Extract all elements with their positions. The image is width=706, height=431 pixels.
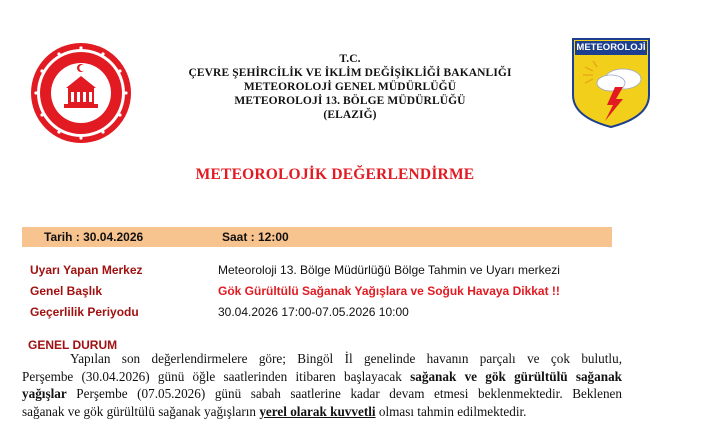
header-regional: METEOROLOJİ 13. BÖLGE MÜDÜRLÜĞÜ	[234, 95, 466, 107]
date-time-bar	[22, 227, 612, 247]
document-title: METEOROLOJİK DEĞERLENDİRME	[195, 166, 475, 183]
para-line-2: Perşembe (30.04.2026) günü öğle saatlerinden itibaren başlayacak sağanak ve gök gürültülü sağanak	[22, 368, 623, 384]
validity-label: Geçerlilik Periyodu	[30, 305, 139, 319]
para-line-3: yağışlar Perşembe (07.05.2026) günü sabah saatlerine kadar devam etmesi beklenmektedir. Beklenen	[22, 386, 622, 401]
issue-time: Saat : 12:00	[222, 230, 289, 244]
section-title: GENEL DURUM	[28, 338, 118, 352]
issuer-value: Meteoroloji 13. Bölge Müdürlüğü Bölge Tahmin ve Uyarı merkezi	[218, 263, 560, 277]
header-ministry: ÇEVRE ŞEHİRCİLİK VE İKLİM DEĞİŞİKLİĞİ BAKANLIĞI	[188, 67, 512, 79]
issue-date: Tarih : 30.04.2026	[44, 230, 144, 244]
subject-label: Genel Başlık	[30, 284, 103, 298]
header-tc: T.C.	[339, 53, 361, 65]
header-directorate: METEOROLOJİ GENEL MÜDÜRLÜĞÜ	[243, 81, 457, 93]
situation-paragraph	[22, 350, 622, 420]
validity-value: 30.04.2026 17:00-07.05.2026 10:00	[218, 305, 409, 319]
header-city: (ELAZIĞ)	[323, 109, 377, 121]
para-line-1: Yapılan son değerlendirmelere göre; Bingöl İl genelinde havanın parçalı ve çok bulutlu,	[70, 351, 622, 366]
para-line-4: sağanak ve gök gürültülü sağanak yağışların yerel olarak kuvvetli olması tahmin edilmektedir.	[22, 403, 527, 419]
meteoroloji-logo-text: METEOROLOJİ	[576, 42, 646, 53]
meteoroloji-logo	[571, 37, 651, 129]
subject-value: Gök Gürültülü Sağanak Yağışlara ve Soğuk Havaya Dikkat !!	[218, 284, 560, 298]
issuer-label: Uyarı Yapan Merkez	[30, 263, 143, 277]
ministry-seal-logo	[28, 40, 134, 146]
